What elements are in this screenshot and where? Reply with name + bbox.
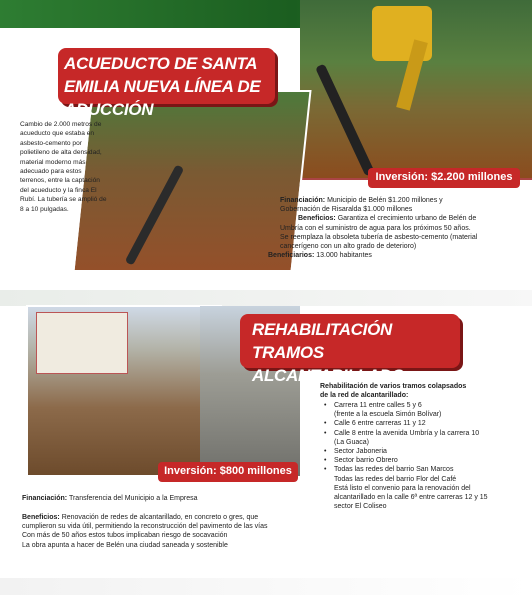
financing-label: Financiación: — [22, 495, 68, 502]
list-item: • Carrera 11 entre calles 5 y 6 — [320, 401, 520, 410]
financing-line-2: Gobernación de Risaralda $1.000 millones — [280, 206, 413, 214]
benefits-line-3: Se reemplaza la obsoleta tubería de asbesto-cemento (material — [280, 233, 478, 241]
rehab-list — [320, 401, 520, 511]
benefits-extra-2: La obra apunta a hacer de Belén una ciudad saneada y sostenible — [22, 541, 228, 549]
financing-text: Transferencia del Municipio a la Empresa — [68, 495, 198, 502]
section1-details — [258, 196, 508, 260]
benefits-label: Beneficios: — [22, 514, 60, 521]
section1-intro: Cambio de 2.000 metros de acueducto que estaba en asbesto-cemento por polietileno de alta densidad, material moderno más adecuado para estos terrenos, entre la captación del acueducto y la finca El Rubí. La tubería se amplió de 8 a 10 pulgadas. — [20, 121, 107, 213]
section2-benefits — [22, 513, 287, 550]
list-item: sector El Coliseo — [334, 503, 387, 511]
list-item: • Calle 6 entre carreras 11 y 12 — [320, 419, 520, 428]
benefits-line — [258, 214, 508, 223]
list-item: • Sector Jaboneria — [320, 447, 520, 456]
benefits-text: Renovación de redes de alcantarillado, en concreto o gres, que cumplieron su vida útil, permitiendo la reconstrucción del pavimento de las vías — [22, 514, 268, 531]
house-image — [36, 312, 128, 374]
benefits-line-4: cancerígeno con un alto grado de deterioro) — [280, 243, 417, 251]
rehab-list-heading: Rehabilitación de varios tramos colapsados de la red de alcantarillado: — [320, 383, 467, 400]
bottom-band — [0, 578, 532, 595]
list-item: • Todas las redes del barrio San Marcos — [320, 465, 520, 474]
benefits-extra-1: Con más de 50 años estos tubos implicaban riesgo de socavación — [22, 532, 228, 540]
list-item: • Sector barrio Obrero — [320, 456, 520, 465]
benefits-line-2: Umbría con el suministro de agua para los próximos 50 años. — [280, 224, 471, 232]
section1-title: ACUEDUCTO DE SANTA EMILIA NUEVA LÍNEA DE ADUCCIÓN — [64, 54, 261, 119]
list-item: alcantarillado en la calle 6ª entre carreras 12 y 15 — [334, 494, 488, 502]
financing-line — [258, 196, 508, 205]
section1-investment: Inversión: $2.200 millones — [375, 171, 513, 183]
benefits-label: Beneficios: — [298, 215, 336, 223]
section2-investment: Inversión: $800 millones — [164, 465, 292, 477]
benefits-text: Garantiza el crecimiento urbano de Belén de — [337, 215, 477, 223]
benefits-paragraph — [22, 513, 287, 531]
beneficiaries-label: Beneficiarios: — [268, 252, 315, 260]
list-item: (frente a la escuela Simón Bolívar) — [334, 411, 442, 419]
financing-label: Financiación: — [280, 197, 326, 204]
list-item: Todas las redes del barrio Flor del Café — [334, 475, 457, 483]
section2-title: REHABILITACIÓN TRAMOS ALCANTARILLADO — [252, 320, 405, 385]
divider-band — [0, 290, 532, 306]
list-item: Está listo el convenio para la renovación del — [334, 484, 471, 492]
section2-financing — [22, 494, 282, 503]
beneficiaries-text: 13.000 habitantes — [316, 252, 372, 260]
list-item: (La Guaca) — [334, 438, 370, 446]
financing-text: Municipio de Belén $1.200 millones y — [327, 197, 443, 204]
list-item: • Calle 8 entre la avenida Umbría y la carrera 10 — [320, 429, 520, 438]
beneficiaries-line — [258, 251, 508, 260]
